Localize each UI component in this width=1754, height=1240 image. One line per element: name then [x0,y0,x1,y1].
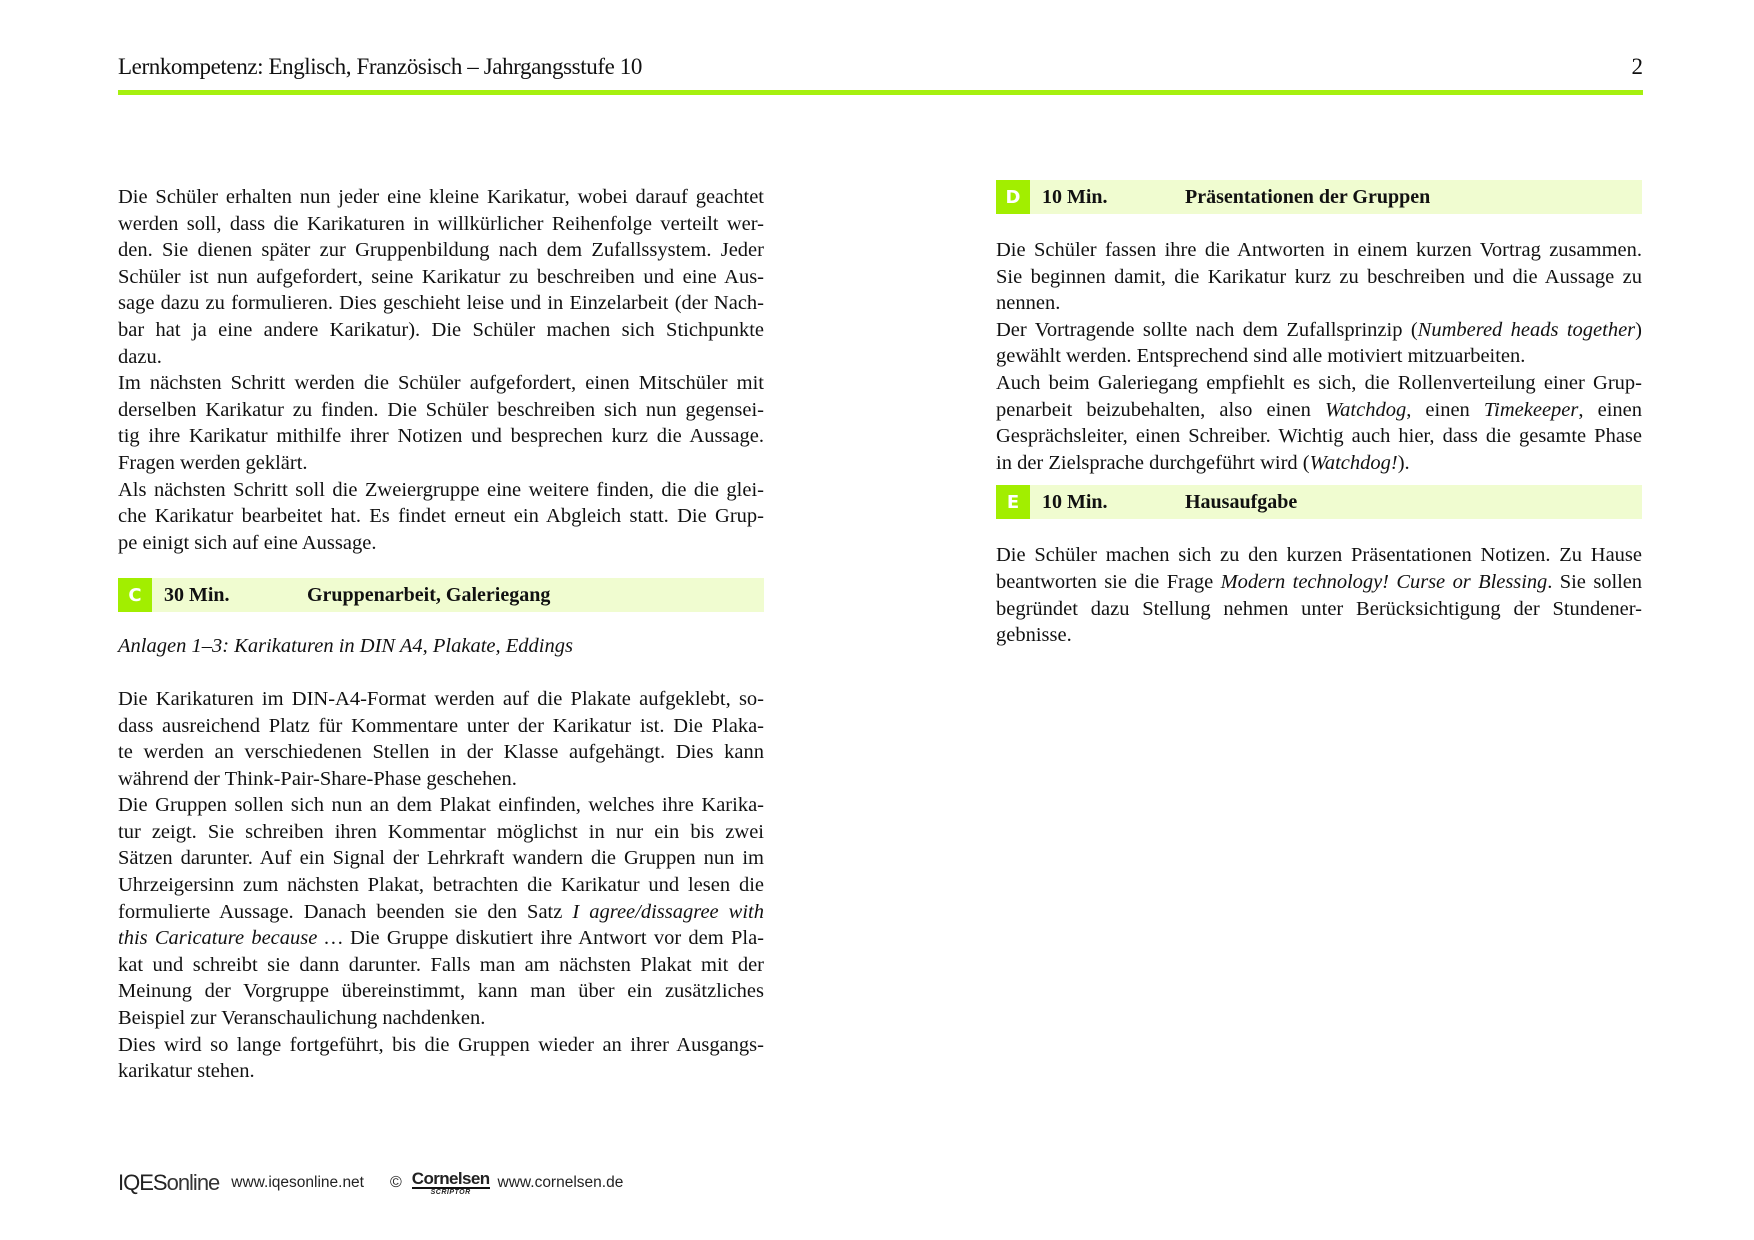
text-segment: gewählt werden. Entsprechend sind alle motiviert mitzuarbeiten. [996,345,1526,368]
text-line [996,450,1642,477]
text-segment: tur zeigt. Sie schreiben ihren Kommentar möglichst in nur ein bis zwei [118,820,764,843]
paragraph [118,370,764,476]
phase-e-duration: 10 Min. [1042,490,1108,513]
text-segment: Meinung der Vorgruppe übereinstimmt, kann man über ein zusätzliches [118,980,764,1003]
text-line [118,686,764,713]
emphasis-text: Watchdog! [1309,451,1398,474]
text-segment: Im nächsten Schritt werden die Schüler aufgefordert, einen Mitschüler mit [118,372,764,395]
phase-c-header [118,578,764,612]
text-segment: ) [1635,318,1642,341]
text-line [996,290,1642,317]
text-segment: Dies wird so lange fortgeführt, bis die Gruppen wieder an ihrer Ausgangs- [118,1033,764,1056]
text-line [996,343,1642,370]
text-line [118,211,764,238]
text-segment: Die Karikaturen im DIN-A4-Format werden auf die Plakate aufgeklebt, so- [118,687,764,710]
text-segment: nennen. [996,292,1061,315]
text-line [118,237,764,264]
left-column [118,184,764,1085]
emphasis-text: this Caricature because … [118,927,343,950]
text-segment: Als nächsten Schritt soll die Zweiergruppe eine weitere finden, die die glei- [118,478,764,501]
text-line [118,450,764,477]
text-segment: Gesprächsleiter, einen Schreiber. Wichtig auch hier, dass die gesamte Phase [996,425,1642,448]
text-line [118,739,764,766]
text-segment: Sätzen darunter. Auf ein Signal der Lehrkraft wandern die Gruppen nun im [118,847,764,870]
text-segment: tig ihre Karikatur mithilfe ihrer Notizen und besprechen kurz die Aussage. [118,425,764,448]
text-line [996,264,1642,291]
text-line [118,1032,764,1059]
text-segment: begründet dazu Stellung nehmen unter Berücksichtigung der Stundener- [996,597,1642,620]
page-number: 2 [1631,54,1643,79]
text-line [118,184,764,211]
emphasis-text: Watchdog [1324,398,1407,421]
text-line [118,766,764,793]
text-segment: während der Think-Pair-Share-Phase geschehen. [118,767,517,790]
phase-d-badge: D [996,180,1030,214]
phase-e-text [996,542,1642,648]
iqes-logo-suffix: online [166,1170,220,1195]
text-segment: Die Schüler machen sich zu den kurzen Präsentationen Notizen. Zu Hause [996,544,1642,567]
text-segment: derselben Karikatur zu finden. Die Schüler beschreiben sich nun gegensei- [118,398,764,421]
right-column [996,180,1642,649]
phase-c-duration: 30 Min. [164,583,230,606]
text-line [118,503,764,530]
text-line [996,370,1642,397]
text-line [996,569,1642,596]
text-line [996,596,1642,623]
page-header [118,54,1643,84]
phase-e-title: Hausaufgabe [1185,490,1298,513]
text-line [118,397,764,424]
text-line [118,370,764,397]
text-line [118,978,764,1005]
phase-d-text [996,237,1642,476]
cornelsen-logo [412,1170,490,1196]
text-segment: Uhrzeigersinn zum nächsten Plakat, betrachten die Karikatur und lesen die [118,874,764,897]
phase-d-header [996,180,1642,214]
text-segment: Sie beginnen damit, die Karikatur kurz zu beschreiben und die Aussage zu [996,265,1642,288]
text-segment: , einen [1406,398,1484,421]
text-line [996,397,1642,424]
iqes-logo-text: IQES [118,1170,167,1195]
phase-c-badge: C [118,578,152,612]
text-segment: che Karikatur bearbeitet hat. Es findet erneut ein Abgleich statt. Die Grup- [118,505,764,528]
text-segment: Die Schüler fassen ihre die Antworten in einem kurzen Vortrag zusammen. [996,239,1642,261]
paragraph [118,1032,764,1085]
text-line [118,423,764,450]
emphasis-text: I agree/dissagree with [572,900,764,923]
cornelsen-logo-text: Cornelsen [411,1169,490,1188]
paragraph [996,237,1642,317]
text-line [118,264,764,291]
iqes-logo [118,1170,219,1196]
emphasis-text: Modern technology! Curse or Blessing [1220,570,1548,593]
text-line [118,952,764,979]
text-line [118,792,764,819]
text-segment: beantworten sie die Frage [996,570,1221,593]
text-line [118,1058,764,1085]
emphasis-text: Numbered heads together [1417,318,1636,341]
phase-e-badge: E [996,485,1030,519]
text-segment: penarbeit beizubehalten, also einen [996,398,1325,421]
text-line [118,477,764,504]
intro-text [118,184,764,556]
text-segment: Auch beim Galeriegang empfiehlt es sich, die Rollenverteilung einer Grup- [996,371,1642,394]
text-segment: den. Sie dienen später zur Gruppenbildung nach dem Zufallssystem. Jeder [118,239,764,262]
text-segment: pe einigt sich auf eine Aussage. [118,531,377,554]
text-line [118,872,764,899]
text-line [118,530,764,557]
text-segment: sage dazu zu formulieren. Dies geschieht leise und in Einzelarbeit (der Nach- [118,292,764,315]
paragraph [118,477,764,557]
text-line [996,317,1642,344]
text-segment: . Sie sollen [1547,570,1642,593]
materials-note: Anlagen 1–3: Karikaturen in DIN A4, Plakate, Eddings [118,635,573,658]
document-title: Lernkompetenz: Englisch, Französisch – Jahrgangsstufe 10 [118,54,642,79]
phase-d-duration: 10 Min. [1042,185,1108,208]
text-line [118,290,764,317]
emphasis-text: Timekeeper [1483,398,1579,421]
text-line [996,542,1642,569]
paragraph [118,184,764,370]
text-line [118,344,764,371]
text-line [996,237,1642,264]
text-segment: werden soll, dass die Karikaturen in willkürlicher Reihenfolge verteilt wer- [118,212,764,235]
phase-d-title: Präsentationen der Gruppen [1185,185,1431,208]
text-line [118,317,764,344]
text-line [118,845,764,872]
text-line [118,925,764,952]
text-segment: , einen [1578,398,1642,421]
cornelsen-link[interactable]: www.cornelsen.de [497,1174,624,1191]
header-rule [118,90,1643,95]
text-segment: Beispiel zur Veranschaulichung nachdenken. [118,1007,486,1030]
text-line [118,819,764,846]
text-segment: dazu. [118,345,162,368]
paragraph [118,686,764,792]
text-segment: in der Zielsprache durchgeführt wird ( [996,451,1310,474]
text-segment: kat und schreibt sie dann darunter. Falls man am nächsten Plakat mit der [118,953,764,976]
paragraph [996,317,1642,370]
text-segment: formulierte Aussage. Danach beenden sie den Satz [118,900,573,923]
phase-c-title: Gruppenarbeit, Galeriegang [307,583,551,606]
text-line [118,1005,764,1032]
text-segment: bar hat ja eine andere Karikatur). Die Schüler machen sich Stichpunkte [118,318,764,341]
text-segment: te werden an verschiedenen Stellen in der Klasse aufgehängt. Dies kann [118,741,764,764]
text-segment: Die Gruppe diskutiert ihre Antwort vor dem Pla- [342,927,764,950]
text-line [118,713,764,740]
text-segment: karikatur stehen. [118,1060,255,1083]
paragraph [996,542,1642,648]
text-segment: ). [1397,451,1410,474]
text-line [996,622,1642,649]
phase-e-header [996,485,1642,519]
copyright-icon: © [390,1174,402,1191]
text-segment: dass ausreichend Platz für Kommentare unter der Karikatur ist. Die Plaka- [118,714,764,737]
cornelsen-logo-subtext: SCRIPTOR [430,1189,471,1196]
text-segment: Schüler ist nun aufgefordert, seine Karikatur zu beschreiben und eine Aus- [118,265,764,288]
phase-c-text [118,686,764,1085]
paragraph [996,370,1642,476]
text-line [996,423,1642,450]
text-line [118,899,764,926]
text-segment: Fragen werden geklärt. [118,451,308,474]
page-footer [118,1170,623,1196]
text-segment: Der Vortragende sollte nach dem Zufallsprinzip ( [996,318,1418,341]
paragraph [118,792,764,1031]
text-segment: gebnisse. [996,624,1072,647]
text-segment: Die Gruppen sollen sich nun an dem Plakat einfinden, welches ihre Karika- [118,794,764,817]
iqes-link[interactable]: www.iqesonline.net [231,1174,364,1191]
text-segment: Die Schüler erhalten nun jeder eine kleine Karikatur, wobei darauf geachtet [118,186,764,208]
